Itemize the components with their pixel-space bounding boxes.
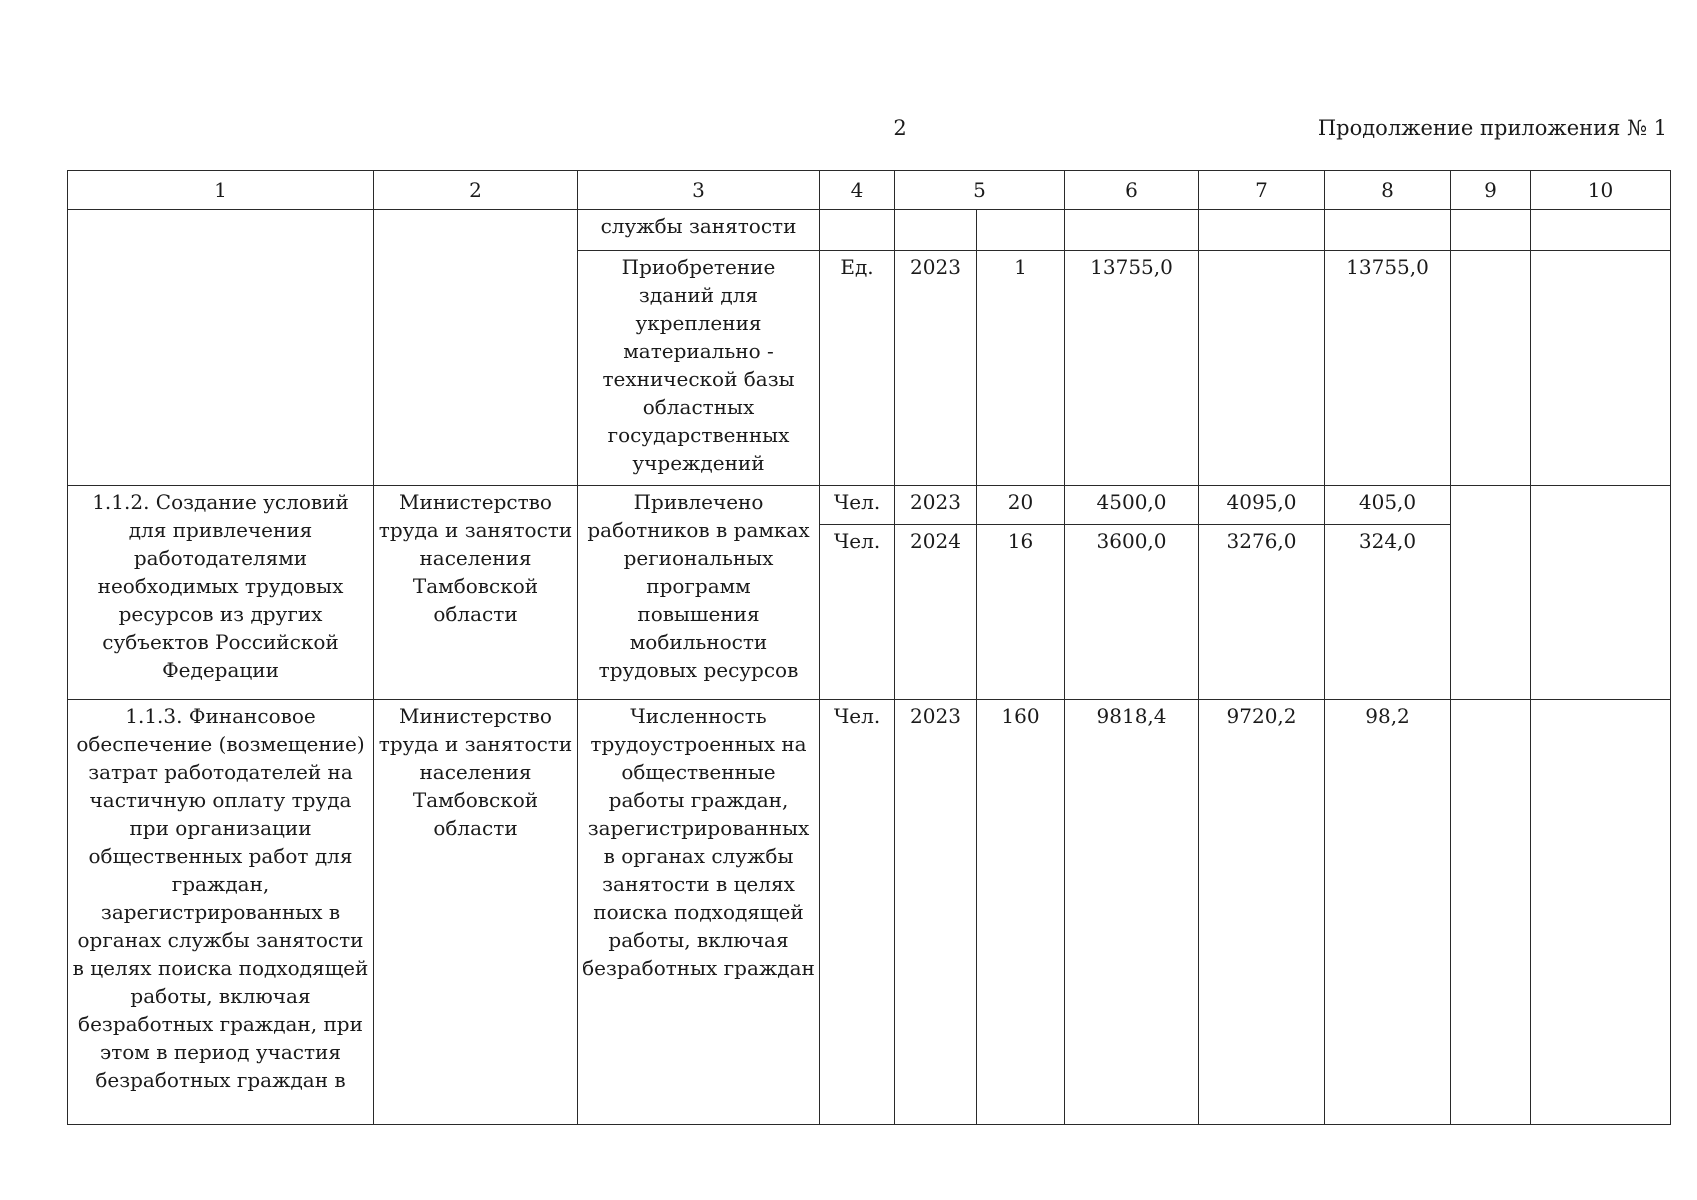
page-number: 2 <box>893 116 907 140</box>
total-cell: 4500,0 <box>1065 486 1199 525</box>
value-cell: 1 <box>977 251 1065 486</box>
col9-cell <box>1451 486 1531 700</box>
executor-cell: Министерство труда и занятости населения Тамбовской области <box>374 486 578 700</box>
executor-cell <box>374 210 578 486</box>
column-header: 3 <box>578 171 820 210</box>
column-header: 10 <box>1531 171 1671 210</box>
table-row <box>68 700 1671 1125</box>
unit-cell <box>820 210 895 251</box>
federal-cell <box>1199 251 1325 486</box>
col10-cell <box>1531 486 1671 700</box>
total-cell <box>1065 210 1199 251</box>
year-cell: 2023 <box>895 251 977 486</box>
unit-cell: Чел. <box>820 486 895 525</box>
year-cell: 2023 <box>895 486 977 525</box>
indicator-cell: службы занятости <box>578 210 820 251</box>
column-header: 2 <box>374 171 578 210</box>
col9-cell <box>1451 700 1531 1125</box>
unit-cell: Чел. <box>820 525 895 700</box>
federal-cell: 9720,2 <box>1199 700 1325 1125</box>
unit-cell: Чел. <box>820 700 895 1125</box>
col10-cell <box>1531 210 1671 251</box>
indicator-cell: Численность трудоустроенных на общественные работы граждан, зарегистрированных в органах службы занятости в целях поиска подходящей работы, включая безработных граждан <box>578 700 820 1125</box>
value-cell: 160 <box>977 700 1065 1125</box>
event-cell: 1.1.3. Финансовое обеспечение (возмещение) затрат работодателей на частичную оплату труда при организации общественных работ для граждан, зарегистрированных в органах службы занятости в целях поиска подходящей работы, включая безработных граждан, при этом в период участия безработных граждан в <box>68 700 374 1125</box>
total-cell: 9818,4 <box>1065 700 1199 1125</box>
year-cell: 2024 <box>895 525 977 700</box>
regional-cell: 98,2 <box>1325 700 1451 1125</box>
appendix-table <box>67 170 1671 1125</box>
regional-cell: 405,0 <box>1325 486 1451 525</box>
table-row <box>68 210 1671 251</box>
col10-cell <box>1531 700 1671 1125</box>
column-header: 7 <box>1199 171 1325 210</box>
regional-cell: 13755,0 <box>1325 251 1451 486</box>
col10-cell <box>1531 251 1671 486</box>
year-cell <box>895 210 977 251</box>
event-cell <box>68 210 374 486</box>
column-header: 5 <box>895 171 1065 210</box>
unit-cell: Ед. <box>820 251 895 486</box>
federal-cell: 4095,0 <box>1199 486 1325 525</box>
value-cell <box>977 210 1065 251</box>
indicator-cell: Привлечено работников в рамках региональных программ повышения мобильности трудовых ресурсов <box>578 486 820 700</box>
col9-cell <box>1451 210 1531 251</box>
total-cell: 13755,0 <box>1065 251 1199 486</box>
federal-cell <box>1199 210 1325 251</box>
column-header: 4 <box>820 171 895 210</box>
event-cell: 1.1.2. Создание условий для привлечения работодателями необходимых трудовых ресурсов из других субъектов Российской Федерации <box>68 486 374 700</box>
column-header: 6 <box>1065 171 1199 210</box>
column-header: 9 <box>1451 171 1531 210</box>
regional-cell: 324,0 <box>1325 525 1451 700</box>
executor-cell: Министерство труда и занятости населения Тамбовской области <box>374 700 578 1125</box>
indicator-cell: Приобретение зданий для укрепления материально - технической базы областных государственных учреждений <box>578 251 820 486</box>
column-header: 1 <box>68 171 374 210</box>
value-cell: 16 <box>977 525 1065 700</box>
federal-cell: 3276,0 <box>1199 525 1325 700</box>
column-header: 8 <box>1325 171 1451 210</box>
value-cell: 20 <box>977 486 1065 525</box>
table-row <box>68 486 1671 525</box>
column-header-row <box>68 171 1671 210</box>
total-cell: 3600,0 <box>1065 525 1199 700</box>
col9-cell <box>1451 251 1531 486</box>
appendix-continuation-note: Продолжение приложения № 1 <box>1317 116 1667 140</box>
regional-cell <box>1325 210 1451 251</box>
year-cell: 2023 <box>895 700 977 1125</box>
